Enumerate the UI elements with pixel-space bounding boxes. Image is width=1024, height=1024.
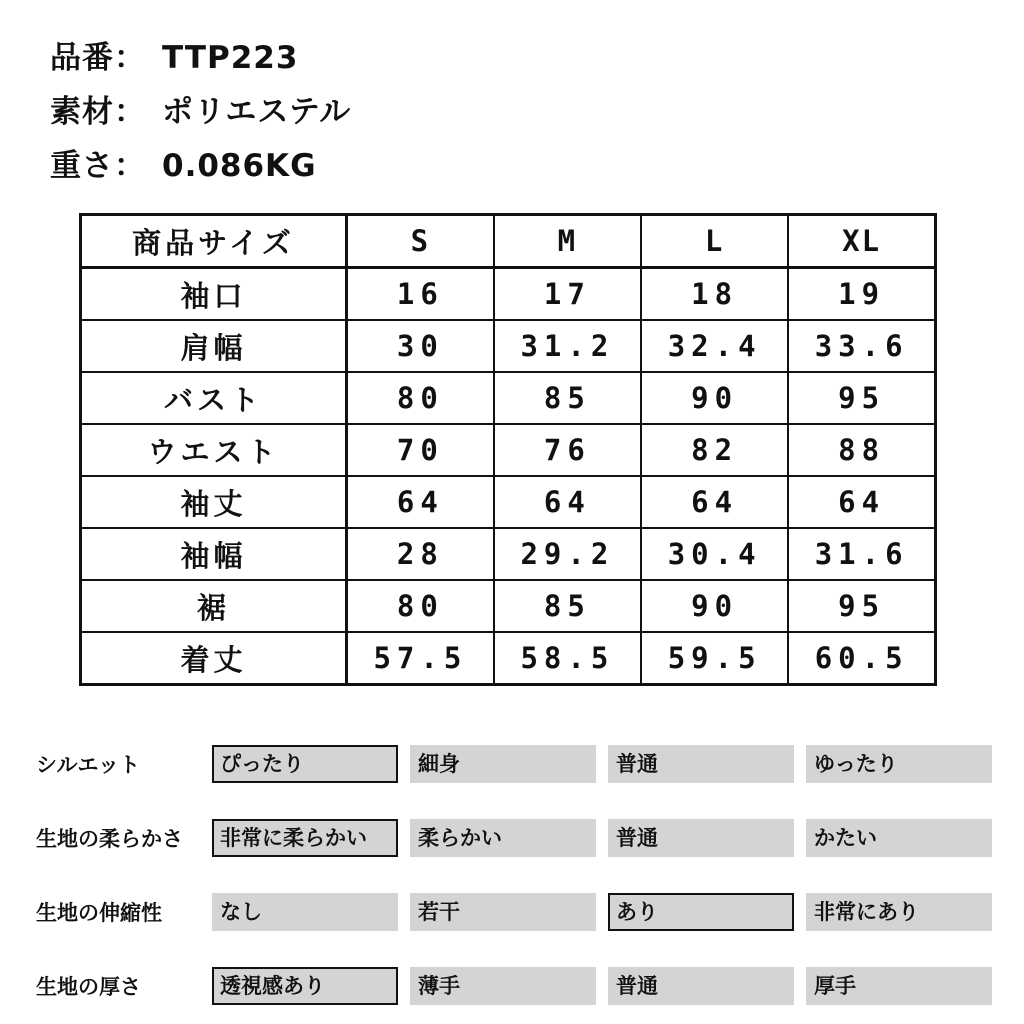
rating-option: かたい — [806, 819, 992, 857]
table-cell: 31.2 — [494, 320, 641, 372]
row-label: ウエスト — [81, 424, 347, 476]
rating-label: 生地の厚さ — [36, 975, 141, 999]
table-row — [81, 476, 936, 528]
row-label: 肩幅 — [81, 320, 347, 372]
table-cell: 33.6 — [788, 320, 935, 372]
rating-softness — [0, 819, 1024, 859]
rating-silhouette — [0, 745, 1024, 785]
table-cell: 18 — [641, 268, 788, 321]
row-label: 裾 — [81, 580, 347, 632]
row-label: バスト — [81, 372, 347, 424]
rating-option: なし — [212, 893, 398, 931]
table-cell: 64 — [788, 476, 935, 528]
table-cell: 76 — [494, 424, 641, 476]
size-header-s: S — [347, 215, 494, 268]
rating-label: 生地の伸縮性 — [36, 901, 162, 925]
table-cell: 64 — [347, 476, 494, 528]
rating-label: シルエット — [36, 753, 141, 777]
rating-option: 非常に柔らかい — [212, 819, 398, 857]
spec-label: 品番： — [50, 40, 146, 76]
rating-option: 若干 — [410, 893, 596, 931]
table-row — [81, 528, 936, 580]
table-row — [81, 320, 936, 372]
spec-value: TTP223 — [162, 40, 299, 76]
size-header-m: M — [494, 215, 641, 268]
table-cell: 64 — [494, 476, 641, 528]
table-row — [81, 580, 936, 632]
table-cell: 29.2 — [494, 528, 641, 580]
spec-value: ポリエステル — [162, 94, 352, 130]
size-header-l: L — [641, 215, 788, 268]
table-cell: 16 — [347, 268, 494, 321]
table-cell: 57.5 — [347, 632, 494, 685]
spec-label: 素材： — [50, 94, 146, 130]
table-row — [81, 268, 936, 321]
table-cell: 82 — [641, 424, 788, 476]
rating-stretch — [0, 893, 1024, 933]
table-cell: 80 — [347, 580, 494, 632]
table-cell: 17 — [494, 268, 641, 321]
table-cell: 59.5 — [641, 632, 788, 685]
table-cell: 85 — [494, 580, 641, 632]
rating-option: ゆったり — [806, 745, 992, 783]
rating-option: 普通 — [608, 819, 794, 857]
spec-weight — [50, 140, 317, 185]
table-cell: 90 — [641, 372, 788, 424]
table-row — [81, 632, 936, 685]
spec-label: 重さ： — [50, 148, 146, 184]
rating-option: 細身 — [410, 745, 596, 783]
rating-option: 普通 — [608, 745, 794, 783]
table-cell: 70 — [347, 424, 494, 476]
table-cell: 88 — [788, 424, 935, 476]
size-table — [79, 213, 937, 686]
spec-value: 0.086KG — [162, 148, 317, 184]
table-cell: 60.5 — [788, 632, 935, 685]
table-cell: 30 — [347, 320, 494, 372]
row-label: 袖口 — [81, 268, 347, 321]
spec-material — [50, 86, 351, 131]
rating-option: 薄手 — [410, 967, 596, 1005]
table-cell: 95 — [788, 580, 935, 632]
row-label: 袖丈 — [81, 476, 347, 528]
rating-label: 生地の柔らかさ — [36, 827, 183, 851]
table-cell: 31.6 — [788, 528, 935, 580]
table-row — [81, 372, 936, 424]
spec-item-number — [50, 32, 298, 77]
rating-option: 非常にあり — [806, 893, 992, 931]
table-cell: 32.4 — [641, 320, 788, 372]
table-cell: 90 — [641, 580, 788, 632]
size-header-xl: XL — [788, 215, 935, 268]
rating-option: ぴったり — [212, 745, 398, 783]
table-cell: 85 — [494, 372, 641, 424]
row-label: 袖幅 — [81, 528, 347, 580]
table-cell: 64 — [641, 476, 788, 528]
table-cell: 80 — [347, 372, 494, 424]
row-label: 着丈 — [81, 632, 347, 685]
table-cell: 19 — [788, 268, 935, 321]
rating-option: 普通 — [608, 967, 794, 1005]
table-cell: 58.5 — [494, 632, 641, 685]
rating-option: 透視感あり — [212, 967, 398, 1005]
rating-thickness — [0, 967, 1024, 1007]
rating-option: あり — [608, 893, 794, 931]
table-cell: 30.4 — [641, 528, 788, 580]
size-header-label: 商品サイズ — [81, 215, 347, 268]
rating-option: 柔らかい — [410, 819, 596, 857]
rating-option: 厚手 — [806, 967, 992, 1005]
size-table-header-row — [81, 215, 936, 268]
table-cell: 95 — [788, 372, 935, 424]
table-row — [81, 424, 936, 476]
table-cell: 28 — [347, 528, 494, 580]
